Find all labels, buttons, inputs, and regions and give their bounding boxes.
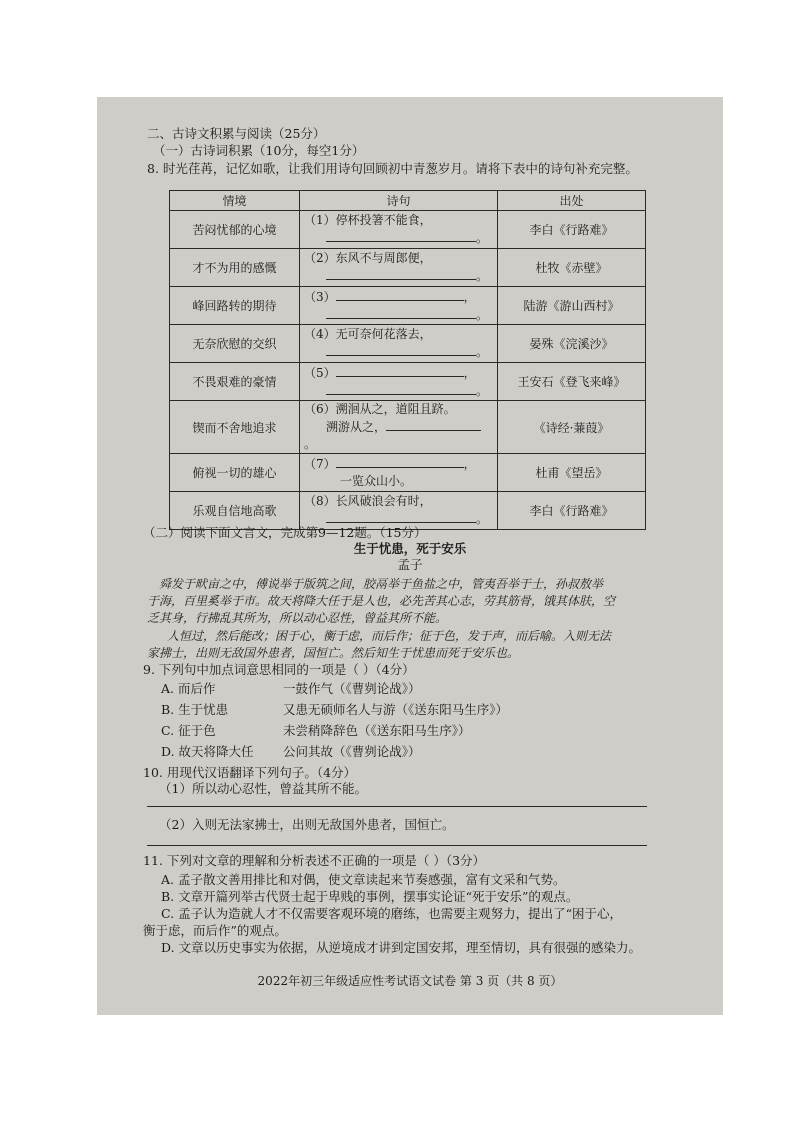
table-row — [170, 492, 646, 530]
question-10-2: （2）入则无法家拂士，出则无敌国外患者，国恒亡。 — [159, 817, 455, 832]
passage-line: 乏其身，行拂乱其所为，所以动心忍性，曾益其所不能。 — [147, 611, 448, 625]
question-10-1: （1）所以动心忍性，曾益其所不能。 — [159, 781, 367, 796]
verse-number: （3） — [304, 289, 336, 304]
verse-line: （1）停杯投箸不能食， — [304, 213, 432, 227]
source-cell: 李白《行路难》 — [498, 211, 646, 249]
option-b: B. 文章开篇列举古代贤士起于卑贱的事例，摆事实论证“死于安乐”的观点。 — [161, 889, 579, 904]
option-b-compare: 又患无硕师名人与游（《送东阳马生序》） — [283, 702, 509, 717]
situation-cell: 俯视一切的雄心 — [170, 454, 300, 492]
answer-blank[interactable] — [386, 418, 481, 431]
table-row — [170, 211, 646, 249]
punct: ， — [463, 457, 476, 471]
answer-blank[interactable] — [326, 510, 476, 523]
answer-blank[interactable] — [326, 343, 476, 356]
text-title: 生于忧患，死于安乐 — [353, 541, 467, 556]
verse-line — [304, 364, 493, 382]
punct: ， — [463, 365, 476, 380]
verse-line: （6）溯洄从之，道阻且跻。 — [304, 402, 456, 416]
option-a: A. 孟子散文善用排比和对偶，使文章读起来节奏感强，富有文采和气势。 — [161, 872, 566, 887]
table-row — [170, 287, 646, 325]
verse-line — [304, 418, 493, 453]
header-verse: 诗句 — [300, 191, 498, 211]
source-cell: 王安石《登飞来峰》 — [498, 363, 646, 401]
situation-cell: 峰回路转的期待 — [170, 287, 300, 325]
verse-line: （4）无可奈何花落去， — [304, 327, 432, 341]
option-a-compare: 一鼓作气（《曹刿论战》） — [283, 681, 421, 696]
question-8: 8. 时光荏苒，记忆如歌，让我们用诗句回顾初中青葱岁月。请将下表中的诗句补充完整。 — [147, 161, 638, 176]
answer-line[interactable] — [147, 806, 647, 807]
option-a: A. 而后作 — [161, 681, 216, 696]
answer-blank[interactable] — [326, 229, 476, 242]
punct: 。 — [304, 437, 317, 451]
verse-cell — [300, 211, 498, 249]
punct: 。 — [476, 383, 489, 398]
verse-number: （7） — [304, 457, 336, 471]
source-cell: 晏殊《浣溪沙》 — [498, 325, 646, 363]
poem-table — [169, 190, 646, 530]
question-10: 10. 用现代汉语翻译下列句子。（4分） — [143, 765, 357, 780]
option-c: C. 孟子认为造就人才不仅需要客观环境的磨练，也需要主观努力，提出了“困于心， — [161, 906, 622, 921]
verse-line — [304, 382, 493, 400]
situation-cell: 苦闷忧郁的心境 — [170, 211, 300, 249]
table-row — [170, 454, 646, 492]
page-footer: 2022年初三年级适应性考试语文试卷 第 3 页（共 8 页） — [257, 974, 563, 988]
verse-cell — [300, 401, 498, 454]
verse-line — [304, 343, 493, 361]
verse-text: 一览众山小。 — [340, 474, 413, 488]
header-situation: 情境 — [170, 191, 300, 211]
situation-cell: 才不为用的感慨 — [170, 249, 300, 287]
answer-blank[interactable] — [336, 455, 464, 468]
option-c: C. 征于色 — [161, 723, 216, 738]
punct: 。 — [476, 231, 489, 245]
situation-cell: 无奈欣慰的交织 — [170, 325, 300, 363]
verse-line — [304, 288, 493, 306]
option-c-compare: 未尝稍降辞色（《送东阳马生序》） — [283, 723, 471, 738]
section-title: 二、古诗文积累与阅读（25分） — [147, 126, 326, 141]
punct: ， — [463, 289, 476, 304]
table-row — [170, 363, 646, 401]
part-title: （二）阅读下面文言文，完成第9—12题。（15分） — [143, 525, 427, 540]
header-source: 出处 — [498, 191, 646, 211]
verse-cell — [300, 454, 498, 492]
option-d-compare: 公问其故（《曹刿论战》） — [283, 744, 421, 759]
part-title: （一）古诗词积累（10分，每空1分） — [153, 143, 365, 158]
situation-cell: 锲而不舍地追求 — [170, 401, 300, 454]
passage-line: 舜发于畎亩之中，傅说举于版筑之间，胶鬲举于鱼盐之中，管夷吾举于士，孙叔敖举 — [159, 577, 604, 591]
answer-blank[interactable] — [326, 267, 476, 280]
verse-line — [304, 306, 493, 324]
answer-blank[interactable] — [326, 382, 476, 395]
verse-line — [304, 455, 493, 473]
punct: 。 — [476, 345, 489, 359]
punct: 。 — [476, 307, 489, 322]
verse-cell — [300, 492, 498, 530]
source-cell: 陆游《游山西村》 — [498, 287, 646, 325]
option-b: B. 生于忧患 — [161, 702, 229, 717]
verse-line: （8）长风破浪会有时， — [304, 494, 432, 508]
source-cell: 李白《行路难》 — [498, 492, 646, 530]
option-d: D. 文章以历史事实为依据，从逆境成才讲到定国安邦，理至情切，具有很强的感染力。 — [161, 940, 642, 955]
source-cell: 《诗经·蒹葭》 — [498, 401, 646, 454]
verse-cell — [300, 325, 498, 363]
question-9: 9. 下列句中加点词意思相同的一项是（ ）（4分） — [143, 662, 415, 677]
passage-line: 于海，百里奚举于市。故天将降大任于是人也，必先苦其心志，劳其筋骨，饿其体肤，空 — [147, 594, 616, 608]
question-11: 11. 下列对文章的理解和分析表述不正确的一项是（ ）（3分） — [143, 853, 486, 868]
punct: 。 — [476, 512, 489, 526]
table-header-row — [170, 191, 646, 211]
situation-cell: 乐观自信地高歌 — [170, 492, 300, 530]
text-author: 孟子 — [397, 557, 423, 572]
answer-blank[interactable] — [326, 306, 476, 319]
table-row — [170, 401, 646, 454]
verse-line — [304, 473, 493, 490]
passage-line: 家拂士，出则无敌国外患者，国恒亡。然后知生于忧患而死于安乐也。 — [147, 646, 520, 660]
option-d: D. 故天将降大任 — [161, 744, 254, 759]
table-row — [170, 249, 646, 287]
punct: 。 — [476, 269, 489, 283]
source-cell: 杜牧《赤壁》 — [498, 249, 646, 287]
exam-page — [97, 97, 723, 1015]
source-cell: 杜甫《望岳》 — [498, 454, 646, 492]
passage-line: 人恒过，然后能改；困于心，衡于虑，而后作；征于色，发于声，而后喻。入则无法 — [167, 629, 612, 643]
verse-cell — [300, 287, 498, 325]
answer-blank[interactable] — [336, 288, 464, 301]
verse-cell — [300, 363, 498, 401]
answer-line[interactable] — [147, 845, 647, 846]
option-c-cont: 衡于虑，而后作”的观点。 — [143, 923, 287, 938]
answer-blank[interactable] — [336, 364, 464, 377]
situation-cell: 不畏艰难的豪情 — [170, 363, 300, 401]
verse-number: （5） — [304, 365, 336, 380]
verse-line — [304, 229, 493, 247]
verse-line — [304, 267, 493, 285]
table-row — [170, 325, 646, 363]
verse-cell — [300, 249, 498, 287]
verse-text: 溯游从之， — [326, 420, 387, 434]
verse-line: （2）东风不与周郎便， — [304, 251, 432, 265]
